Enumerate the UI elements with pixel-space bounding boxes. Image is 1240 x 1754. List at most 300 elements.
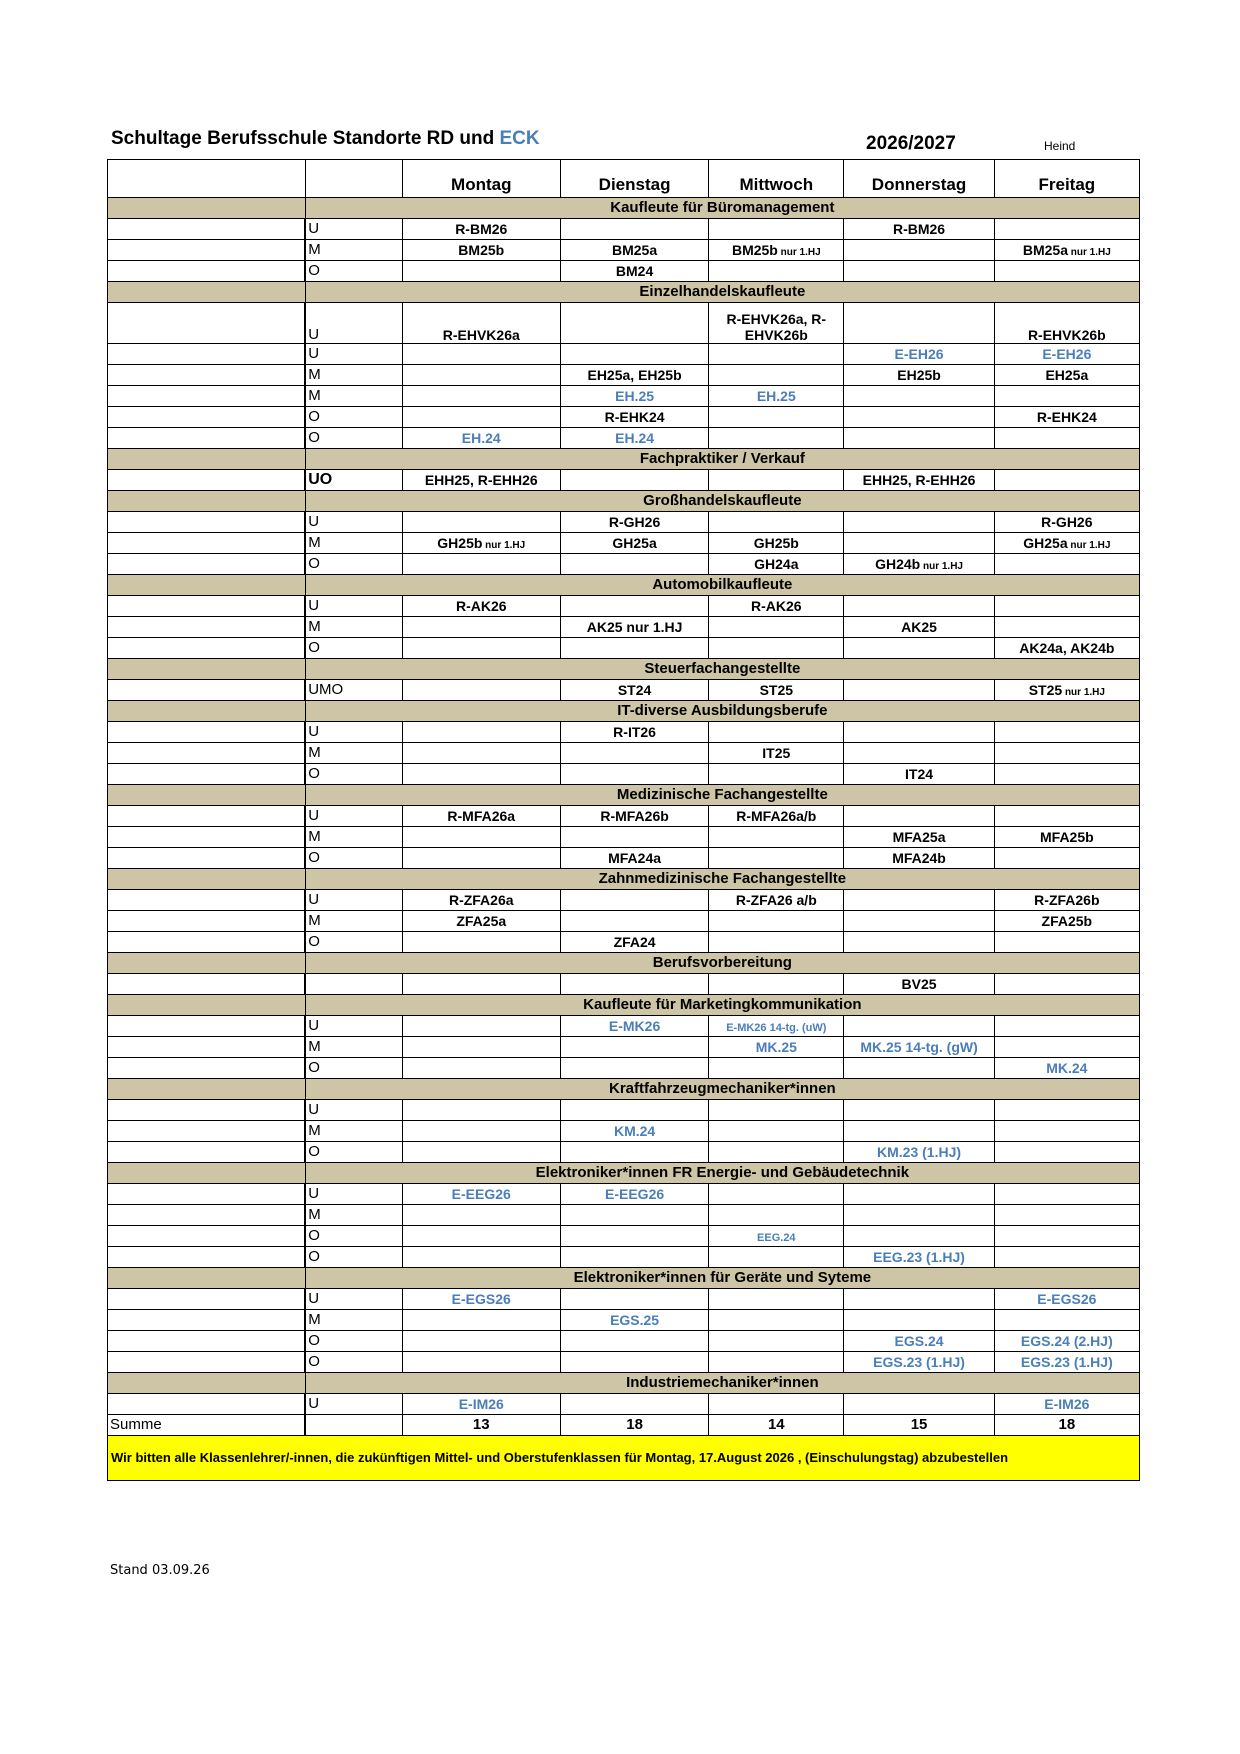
class-cell	[844, 1394, 994, 1415]
class-name: ZFA25a	[456, 912, 507, 929]
class-cell	[560, 932, 708, 953]
class-name: KM.24	[613, 1122, 656, 1139]
row-lead-cell	[108, 722, 306, 743]
level-cell: U	[305, 1100, 402, 1121]
class-name: IT24	[905, 765, 934, 782]
class-cell	[402, 554, 560, 575]
class-row	[108, 638, 1140, 659]
level-cell: U	[305, 722, 402, 743]
class-name: R-EHVK26a, R-EHVK26b	[726, 310, 827, 343]
header-level-cell	[305, 160, 402, 198]
class-cell	[844, 261, 994, 282]
row-lead-cell	[108, 470, 306, 491]
class-cell	[560, 1226, 708, 1247]
class-name: EH25a	[1045, 366, 1089, 383]
class-cell	[402, 911, 560, 932]
class-cell	[994, 303, 1139, 344]
class-cell	[402, 1226, 560, 1247]
level-cell: U	[305, 1289, 402, 1310]
class-row	[108, 806, 1140, 827]
class-cell	[402, 1016, 560, 1037]
class-cell	[402, 428, 560, 449]
class-name: BV25	[901, 975, 937, 992]
class-row	[108, 1226, 1140, 1247]
class-name: R-EHVK26b	[1027, 326, 1106, 343]
section-lead-cell	[108, 575, 306, 596]
class-cell	[709, 1226, 844, 1247]
class-name: E-EH26	[894, 345, 944, 362]
class-name: E-EGS26	[1037, 1290, 1097, 1307]
class-cell	[709, 890, 844, 911]
class-name: EH.24	[461, 429, 501, 446]
class-name: GH25b	[437, 534, 483, 551]
class-name: MFA25b	[1040, 828, 1094, 845]
class-cell	[560, 1289, 708, 1310]
class-cell	[709, 1016, 844, 1037]
row-lead-cell	[108, 1121, 306, 1142]
row-lead-cell	[108, 1310, 306, 1331]
class-cell	[560, 219, 708, 240]
class-row	[108, 1310, 1140, 1331]
class-cell	[560, 344, 708, 365]
class-cell	[994, 722, 1139, 743]
class-cell	[560, 1142, 708, 1163]
section-header-row	[108, 282, 1140, 303]
class-cell	[560, 1121, 708, 1142]
class-cell	[402, 1289, 560, 1310]
class-name: AK25 nur 1.HJ	[586, 618, 683, 635]
level-cell: M	[305, 1037, 402, 1058]
level-cell: O	[305, 1058, 402, 1079]
class-cell	[844, 386, 994, 407]
section-lead-cell	[108, 953, 306, 974]
class-cell	[560, 743, 708, 764]
class-cell	[994, 1205, 1139, 1226]
row-lead-cell	[108, 680, 306, 701]
class-cell	[994, 1352, 1139, 1373]
class-row	[108, 827, 1140, 848]
row-lead-cell	[108, 219, 306, 240]
row-lead-cell	[108, 365, 306, 386]
class-cell	[994, 261, 1139, 282]
class-cell	[844, 827, 994, 848]
class-cell	[402, 303, 560, 344]
class-name: R-BM26	[892, 220, 946, 237]
class-cell	[844, 554, 994, 575]
section-header-row	[108, 1163, 1140, 1184]
class-name: EH25b	[897, 366, 941, 383]
class-cell	[402, 1142, 560, 1163]
class-cell	[844, 848, 994, 869]
class-cell	[560, 407, 708, 428]
section-header-row	[108, 1373, 1140, 1394]
class-cell	[844, 1037, 994, 1058]
section-title: IT-diverse Ausbildungsberufe	[305, 701, 1139, 722]
class-cell	[844, 219, 994, 240]
class-name: GH24b	[875, 555, 921, 572]
section-title: Kaufleute für Büromanagement	[305, 198, 1139, 219]
class-cell	[844, 1331, 994, 1352]
class-cell	[402, 1247, 560, 1268]
class-cell	[709, 596, 844, 617]
class-row	[108, 743, 1140, 764]
section-header-row	[108, 1268, 1140, 1289]
section-header-row	[108, 995, 1140, 1016]
row-lead-cell	[108, 638, 306, 659]
class-cell	[994, 848, 1139, 869]
class-row	[108, 365, 1140, 386]
class-cell	[844, 344, 994, 365]
class-cell	[709, 428, 844, 449]
class-row	[108, 1037, 1140, 1058]
class-cell	[560, 617, 708, 638]
class-cell	[709, 512, 844, 533]
class-cell	[994, 638, 1139, 659]
class-name: MFA24a	[608, 849, 662, 866]
class-row	[108, 722, 1140, 743]
class-cell	[402, 617, 560, 638]
title-eck: ECK	[499, 128, 540, 149]
level-cell: M	[305, 911, 402, 932]
class-cell	[844, 512, 994, 533]
class-row	[108, 974, 1140, 995]
class-row	[108, 596, 1140, 617]
class-cell	[994, 386, 1139, 407]
class-cell	[402, 261, 560, 282]
class-cell	[560, 1037, 708, 1058]
class-name: R-MFA26a	[447, 807, 516, 824]
level-cell: O	[305, 1226, 402, 1247]
class-note: nur 1.HJ	[920, 560, 963, 572]
level-cell: M	[305, 1121, 402, 1142]
class-cell	[402, 470, 560, 491]
class-cell	[402, 1121, 560, 1142]
class-cell	[994, 1016, 1139, 1037]
class-cell	[844, 1289, 994, 1310]
class-name: GH25a	[1023, 534, 1068, 551]
level-cell: U	[305, 596, 402, 617]
class-cell	[402, 1310, 560, 1331]
class-name: MK.25 14-tg. (gW)	[860, 1038, 978, 1055]
class-cell	[844, 617, 994, 638]
class-cell	[709, 1121, 844, 1142]
class-cell	[709, 1352, 844, 1373]
class-cell	[560, 596, 708, 617]
summary-row	[108, 1415, 1140, 1436]
class-name: R-BM26	[455, 220, 508, 237]
section-title: Einzelhandelskaufleute	[305, 282, 1139, 303]
class-name: AK25	[901, 618, 937, 635]
class-cell	[844, 365, 994, 386]
class-cell	[844, 1184, 994, 1205]
class-row	[108, 240, 1140, 261]
author: Heind	[1044, 139, 1076, 153]
class-cell	[709, 638, 844, 659]
section-header-row	[108, 659, 1140, 680]
section-title: Medizinische Fachangestellte	[305, 785, 1139, 806]
class-cell	[709, 470, 844, 491]
class-name: E-EGS26	[451, 1290, 511, 1307]
class-name: R-ZFA26a	[448, 891, 514, 908]
class-cell	[844, 303, 994, 344]
level-cell: UO	[305, 470, 402, 491]
level-cell: O	[305, 1331, 402, 1352]
class-cell	[994, 1310, 1139, 1331]
class-cell	[709, 365, 844, 386]
level-cell: O	[305, 1247, 402, 1268]
class-cell	[994, 974, 1139, 995]
row-lead-cell	[108, 261, 306, 282]
section-header-row	[108, 491, 1140, 512]
class-name: R-ZFA26b	[1034, 891, 1100, 908]
class-cell	[994, 1037, 1139, 1058]
class-row	[108, 1142, 1140, 1163]
class-cell	[402, 407, 560, 428]
class-name: EHH25, R-EHH26	[424, 471, 538, 488]
level-cell: M	[305, 743, 402, 764]
school-year: 2026/2027	[866, 133, 956, 154]
class-name: E-IM26	[458, 1395, 504, 1412]
row-lead-cell	[108, 303, 306, 344]
class-name: R-MFA26a/b	[736, 807, 817, 824]
row-lead-cell	[108, 932, 306, 953]
class-row	[108, 617, 1140, 638]
class-row	[108, 1121, 1140, 1142]
day-header-freitag: Freitag	[994, 160, 1139, 198]
level-cell: M	[305, 827, 402, 848]
class-cell	[402, 890, 560, 911]
class-cell	[709, 1310, 844, 1331]
class-cell	[560, 428, 708, 449]
class-cell	[709, 1058, 844, 1079]
level-cell: M	[305, 365, 402, 386]
class-cell	[402, 848, 560, 869]
row-lead-cell	[108, 533, 306, 554]
class-cell	[402, 512, 560, 533]
section-title: Fachpraktiker / Verkauf	[305, 449, 1139, 470]
class-cell	[709, 722, 844, 743]
class-name: EHH25, R-EHH26	[862, 471, 976, 488]
class-cell	[994, 533, 1139, 554]
class-row	[108, 1394, 1140, 1415]
summary-value: 15	[844, 1415, 994, 1436]
class-cell	[709, 344, 844, 365]
day-header-donnerstag: Donnerstag	[844, 160, 994, 198]
row-lead-cell	[108, 1247, 306, 1268]
class-cell	[560, 1100, 708, 1121]
class-cell	[402, 806, 560, 827]
class-name: ST25	[1028, 681, 1063, 698]
section-lead-cell	[108, 1268, 306, 1289]
class-name: R-MFA26b	[600, 807, 669, 824]
class-cell	[709, 303, 844, 344]
section-lead-cell	[108, 1163, 306, 1184]
section-lead-cell	[108, 282, 306, 303]
class-cell	[844, 764, 994, 785]
class-cell	[844, 1205, 994, 1226]
class-name: EGS.25	[610, 1311, 660, 1328]
class-cell	[994, 1226, 1139, 1247]
class-cell	[402, 219, 560, 240]
class-cell	[560, 848, 708, 869]
class-cell	[402, 1100, 560, 1121]
class-cell	[402, 1058, 560, 1079]
section-title: Großhandelskaufleute	[305, 491, 1139, 512]
class-name: AK24a, AK24b	[1019, 639, 1115, 656]
class-cell	[994, 827, 1139, 848]
class-name: BM25b	[731, 241, 778, 258]
section-header-row	[108, 785, 1140, 806]
level-cell: O	[305, 1352, 402, 1373]
level-cell: U	[305, 303, 402, 344]
class-cell	[844, 470, 994, 491]
class-cell	[844, 680, 994, 701]
section-header-row	[108, 575, 1140, 596]
section-lead-cell	[108, 491, 306, 512]
class-cell	[844, 974, 994, 995]
class-cell	[994, 596, 1139, 617]
class-name: ST24	[617, 681, 652, 698]
class-cell	[844, 911, 994, 932]
class-name: R-EHK24	[604, 408, 665, 425]
class-name: EEG.24	[757, 1231, 796, 1244]
class-cell	[994, 219, 1139, 240]
class-cell	[994, 240, 1139, 261]
level-cell: O	[305, 261, 402, 282]
row-lead-cell	[108, 974, 306, 995]
page-title	[111, 128, 540, 150]
class-cell	[994, 932, 1139, 953]
class-row	[108, 533, 1140, 554]
row-lead-cell	[108, 428, 306, 449]
class-cell	[994, 365, 1139, 386]
note-row	[108, 1436, 1140, 1481]
class-name: R-AK26	[455, 597, 507, 614]
class-row	[108, 1331, 1140, 1352]
class-cell	[560, 1016, 708, 1037]
class-row	[108, 1352, 1140, 1373]
class-name: IT25	[762, 744, 791, 761]
class-note: nur 1.HJ	[1067, 539, 1111, 551]
class-cell	[709, 1205, 844, 1226]
row-lead-cell	[108, 1331, 306, 1352]
class-cell	[709, 806, 844, 827]
class-name: BM25a	[612, 241, 658, 258]
summary-value: 18	[560, 1415, 708, 1436]
class-cell	[709, 764, 844, 785]
class-cell	[709, 407, 844, 428]
class-cell	[709, 240, 844, 261]
section-lead-cell	[108, 869, 306, 890]
class-name: EH.24	[615, 429, 655, 446]
class-row	[108, 890, 1140, 911]
class-cell	[402, 743, 560, 764]
class-name: BM25a	[1022, 241, 1069, 258]
class-cell	[844, 1352, 994, 1373]
level-cell: O	[305, 848, 402, 869]
schedule-body	[108, 160, 1140, 1481]
class-cell	[994, 1184, 1139, 1205]
section-lead-cell	[108, 198, 306, 219]
class-cell	[709, 827, 844, 848]
class-cell	[844, 1100, 994, 1121]
class-cell	[844, 806, 994, 827]
class-name: GH24a	[754, 555, 799, 572]
class-cell	[402, 240, 560, 261]
class-cell	[560, 240, 708, 261]
class-name: MFA24b	[892, 849, 946, 866]
class-cell	[560, 806, 708, 827]
level-cell: O	[305, 638, 402, 659]
section-lead-cell	[108, 1079, 306, 1100]
class-cell	[709, 932, 844, 953]
section-lead-cell	[108, 659, 306, 680]
section-header-row	[108, 449, 1140, 470]
class-cell	[709, 219, 844, 240]
section-title: Industriemechaniker*innen	[305, 1373, 1139, 1394]
class-cell	[402, 827, 560, 848]
class-cell	[560, 554, 708, 575]
class-cell	[709, 1037, 844, 1058]
row-lead-cell	[108, 407, 306, 428]
class-cell	[560, 261, 708, 282]
class-cell	[560, 1310, 708, 1331]
section-title: Zahnmedizinische Fachangestellte	[305, 869, 1139, 890]
schedule-table	[107, 159, 1140, 1481]
summary-value: 13	[402, 1415, 560, 1436]
class-note: nur 1.HJ	[777, 246, 821, 258]
summary-value: 14	[709, 1415, 844, 1436]
section-header-row	[108, 1079, 1140, 1100]
summary-level-cell	[305, 1415, 402, 1436]
section-title: Berufsvorbereitung	[305, 953, 1139, 974]
class-name: E-EEG26	[605, 1185, 665, 1202]
class-cell	[560, 1331, 708, 1352]
class-note: nur 1.HJ	[1068, 246, 1111, 258]
class-row	[108, 1205, 1140, 1226]
class-cell	[560, 764, 708, 785]
class-name: GH25a	[612, 534, 657, 551]
summary-label: Summe	[108, 1415, 306, 1436]
row-lead-cell	[108, 827, 306, 848]
class-cell	[560, 911, 708, 932]
row-lead-cell	[108, 743, 306, 764]
class-name: BM25b	[458, 241, 505, 258]
summary-value: 18	[994, 1415, 1139, 1436]
class-cell	[560, 974, 708, 995]
class-cell	[994, 470, 1139, 491]
class-cell	[560, 1184, 708, 1205]
class-name: E-IM26	[1044, 1395, 1090, 1412]
class-name: EH25a, EH25b	[587, 366, 682, 383]
row-lead-cell	[108, 1100, 306, 1121]
row-lead-cell	[108, 1016, 306, 1037]
class-row	[108, 1247, 1140, 1268]
class-cell	[560, 1394, 708, 1415]
class-cell	[402, 680, 560, 701]
class-cell	[560, 890, 708, 911]
class-cell	[844, 890, 994, 911]
class-note: nur 1.HJ	[1062, 686, 1105, 698]
class-cell	[709, 1184, 844, 1205]
class-cell	[994, 764, 1139, 785]
level-cell: U	[305, 1016, 402, 1037]
class-name: BM24	[615, 262, 654, 279]
level-cell: U	[305, 512, 402, 533]
class-row	[108, 1058, 1140, 1079]
class-row	[108, 1016, 1140, 1037]
class-cell	[402, 974, 560, 995]
